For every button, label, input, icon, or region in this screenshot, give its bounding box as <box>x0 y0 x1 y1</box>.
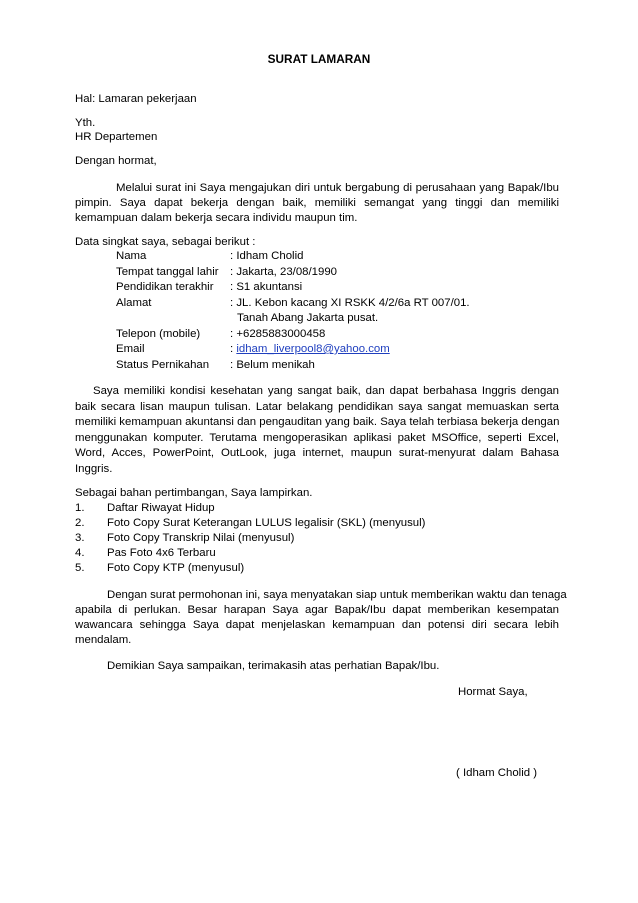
data-label: Alamat <box>116 297 152 309</box>
data-value-continued: Tanah Abang Jakarta pusat. <box>237 312 379 324</box>
list-number: 4. <box>75 547 85 559</box>
list-item: Foto Copy Surat Keterangan LULUS legalisir (SKL) (menyusul) <box>107 517 426 529</box>
body-line: apabila di perlukan. Besar harapan Saya agar Bapak/Ibu dapat memberikan kesempatan <box>75 604 559 616</box>
data-value: : Belum menikah <box>230 359 315 371</box>
intro-line: pimpin. Saya dapat bekerja dengan baik, memiliki semangat yang tinggi dan memiliki <box>75 197 559 209</box>
data-label: Status Pernikahan <box>116 359 210 371</box>
data-label: Pendidikan terakhir <box>116 281 214 293</box>
body-line: Saya memiliki kondisi kesehatan yang sangat baik, dan dapat berbahasa Inggris dengan <box>93 385 559 397</box>
salutation-yth: Yth. <box>75 117 96 129</box>
greeting: Dengan hormat, <box>75 155 157 167</box>
list-number: 5. <box>75 562 85 574</box>
body-line: wawancara sehingga Saya dapat menjelaskan kemampuan dan potensi diri secara lebih <box>75 619 559 631</box>
body-line: mendalam. <box>75 634 132 646</box>
email-colon: : <box>230 343 234 355</box>
data-value: : Jakarta, 23/08/1990 <box>230 266 338 278</box>
closing-line: Demikian Saya sampaikan, terimakasih atas perhatian Bapak/Ibu. <box>107 660 440 672</box>
body-line: Word, Acces, PowerPoint, OutLook, juga internet, maupun surat-menyurat dalam Bahasa <box>75 447 559 459</box>
body-line: menggunakan komputer. Terutama mengoperasikan aplikasi paket MSOffice, seperti Excel, <box>75 432 559 444</box>
body-line: Inggris. <box>75 463 113 475</box>
data-heading: Data singkat saya, sebagai berikut : <box>75 236 256 248</box>
body-line: baik secara lisan maupun tulisan. Latar belakang pendidikan saya sangat memuaskan serta <box>75 401 559 413</box>
email-row <box>230 343 390 355</box>
subject-line: Hal: Lamaran pekerjaan <box>75 93 197 105</box>
data-value: : JL. Kebon kacang XI RSKK 4/2/6a RT 007/01. <box>230 297 470 309</box>
data-label: Email <box>116 343 145 355</box>
signature-name: ( Idham Cholid ) <box>456 767 538 779</box>
data-value: : S1 akuntansi <box>230 281 303 293</box>
letter-title: SURAT LAMARAN <box>267 52 371 66</box>
attachments-heading: Sebagai bahan pertimbangan, Saya lampirkan. <box>75 487 313 499</box>
list-item: Pas Foto 4x6 Terbaru <box>107 547 216 559</box>
list-item: Foto Copy Transkrip Nilai (menyusul) <box>107 532 295 544</box>
data-label: Tempat tanggal lahir <box>116 266 219 278</box>
list-number: 1. <box>75 502 85 514</box>
list-number: 2. <box>75 517 85 529</box>
body-line: Dengan surat permohonan ini, saya menyatakan siap untuk memberikan waktu dan tenaga <box>107 589 567 601</box>
body-line: memiliki kemampuan akuntansi dan pengauditan yang baik. Saya telah terbiasa bekerja dengan <box>75 416 560 428</box>
recipient: HR Departemen <box>75 131 158 143</box>
email-link[interactable]: idham_liverpool8@yahoo.com <box>236 343 390 355</box>
data-value: : Idham Cholid <box>230 250 304 262</box>
list-number: 3. <box>75 532 85 544</box>
intro-line: Melalui surat ini Saya mengajukan diri untuk bergabung di perusahaan yang Bapak/Ibu <box>116 182 559 194</box>
list-item: Daftar Riwayat Hidup <box>107 502 215 514</box>
data-value: : +6285883000458 <box>230 328 326 340</box>
list-item: Foto Copy KTP (menyusul) <box>107 562 245 574</box>
data-label: Telepon (mobile) <box>116 328 201 340</box>
regards: Hormat Saya, <box>458 686 528 698</box>
intro-line: kemampuan dalam bekerja secara individu maupun tim. <box>75 212 358 224</box>
data-label: Nama <box>116 250 147 262</box>
